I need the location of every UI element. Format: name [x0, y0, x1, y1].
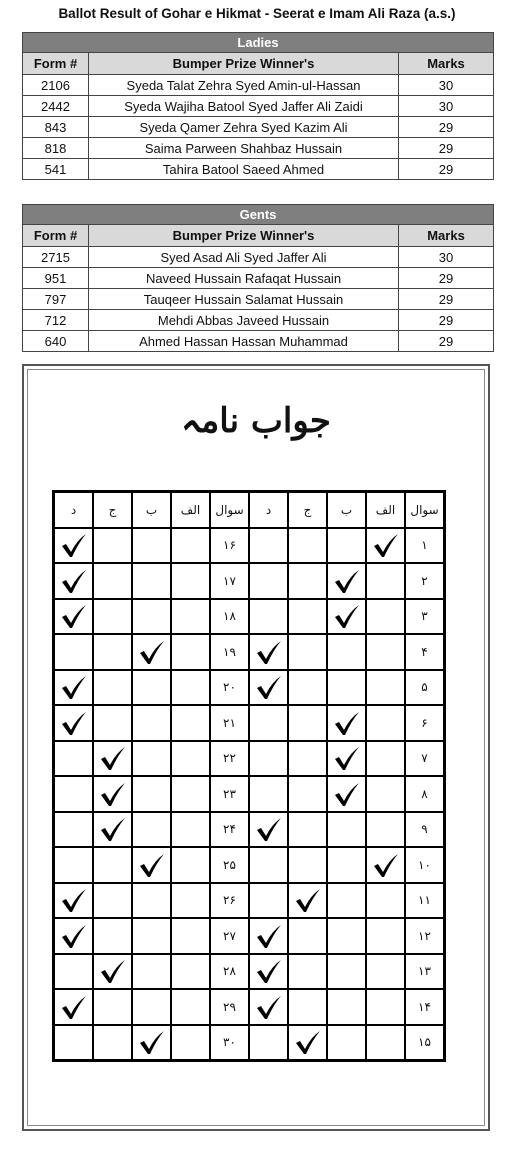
answer-option-cell [132, 812, 171, 848]
answer-option-cell [366, 705, 405, 741]
answer-option-cell [327, 918, 366, 954]
answer-option-cell [93, 954, 132, 990]
checkmark-icon [99, 816, 127, 842]
answer-option-cell [132, 847, 171, 883]
answer-option-cell [93, 1025, 132, 1061]
answer-grid-header-cell: ج [288, 492, 327, 528]
answer-option-cell [132, 599, 171, 635]
answer-option-cell [132, 954, 171, 990]
answer-grid-row [54, 563, 445, 599]
answer-option-cell [171, 563, 210, 599]
answer-grid-header-cell: سوال [405, 492, 445, 528]
answer-option-cell [171, 599, 210, 635]
checkmark-icon [294, 887, 322, 913]
answer-option-cell [132, 705, 171, 741]
answer-option-cell [288, 599, 327, 635]
question-number-cell: ۱۷ [210, 563, 249, 599]
answer-option-cell [327, 670, 366, 706]
answer-grid-row [54, 741, 445, 777]
answer-option-cell [54, 847, 94, 883]
answer-option-cell [288, 776, 327, 812]
answer-grid-header-row [54, 492, 445, 528]
winner-row [23, 75, 494, 96]
answer-option-cell [171, 776, 210, 812]
question-number-cell: ۲۸ [210, 954, 249, 990]
question-number-cell: ۱۵ [405, 1025, 445, 1061]
question-number-cell: ۲۶ [210, 883, 249, 919]
answer-grid-row [54, 634, 445, 670]
marks-cell: 29 [399, 268, 494, 289]
answer-option-cell [366, 847, 405, 883]
answer-option-cell [288, 954, 327, 990]
question-number-cell: ۱۹ [210, 634, 249, 670]
winner-row [23, 247, 494, 268]
answer-option-cell [93, 528, 132, 564]
answer-option-cell [288, 1025, 327, 1061]
checkmark-icon [333, 745, 361, 771]
answer-option-cell [132, 918, 171, 954]
answer-option-cell [54, 741, 94, 777]
answer-option-cell [327, 563, 366, 599]
answer-grid-header-cell: د [249, 492, 288, 528]
answer-option-cell [249, 1025, 288, 1061]
answer-option-cell [327, 634, 366, 670]
checkmark-icon [60, 994, 88, 1020]
marks-cell: 29 [399, 310, 494, 331]
answer-grid-row [54, 883, 445, 919]
winner-name-cell: Naveed Hussain Rafaqat Hussain [89, 268, 399, 289]
answer-option-cell [54, 954, 94, 990]
answer-option-cell [54, 528, 94, 564]
form-number-cell: 640 [23, 331, 89, 352]
answer-option-cell [249, 883, 288, 919]
answer-option-cell [249, 918, 288, 954]
question-number-cell: ۱۳ [405, 954, 445, 990]
form-number-cell: 797 [23, 289, 89, 310]
answer-option-cell [327, 847, 366, 883]
answer-option-cell [171, 954, 210, 990]
question-number-cell: ۲۹ [210, 989, 249, 1025]
marks-cell: 30 [399, 96, 494, 117]
form-number-cell: 951 [23, 268, 89, 289]
answer-option-cell [366, 528, 405, 564]
answer-option-cell [93, 670, 132, 706]
answer-option-cell [327, 954, 366, 990]
marks-cell: 30 [399, 75, 494, 96]
answer-grid-row [54, 528, 445, 564]
answer-grid-row [54, 989, 445, 1025]
answer-sheet-title: جواب نامہ [181, 401, 331, 441]
answer-option-cell [366, 563, 405, 599]
col-marks: Marks [399, 225, 494, 247]
question-number-cell: ۲۲ [210, 741, 249, 777]
answer-option-cell [54, 812, 94, 848]
question-number-cell: ۳ [405, 599, 445, 635]
question-number-cell: ۷ [405, 741, 445, 777]
question-number-cell: ۲۵ [210, 847, 249, 883]
marks-cell: 29 [399, 159, 494, 180]
form-number-cell: 2106 [23, 75, 89, 96]
form-number-cell: 712 [23, 310, 89, 331]
winner-row [23, 310, 494, 331]
answer-option-cell [132, 670, 171, 706]
winner-name-cell: Syed Asad Ali Syed Jaffer Ali [89, 247, 399, 268]
ladies-heading: Ladies [23, 33, 494, 53]
answer-option-cell [132, 989, 171, 1025]
question-number-cell: ۲ [405, 563, 445, 599]
col-winner-name: Bumper Prize Winner's [89, 53, 399, 75]
checkmark-icon [138, 1029, 166, 1055]
answer-grid-row [54, 812, 445, 848]
col-form-number: Form # [23, 225, 89, 247]
answer-grid [52, 490, 446, 1062]
answer-grid-row [54, 918, 445, 954]
answer-option-cell [171, 918, 210, 954]
answer-option-cell [288, 528, 327, 564]
answer-option-cell [327, 705, 366, 741]
question-number-cell: ۲۳ [210, 776, 249, 812]
answer-option-cell [93, 563, 132, 599]
checkmark-icon [60, 923, 88, 949]
answer-option-cell [54, 918, 94, 954]
answer-option-cell [327, 599, 366, 635]
form-number-cell: 818 [23, 138, 89, 159]
col-marks: Marks [399, 53, 494, 75]
answer-sheet [22, 364, 490, 1131]
winner-name-cell: Syeda Qamer Zehra Syed Kazim Ali [89, 117, 399, 138]
answer-option-cell [132, 563, 171, 599]
answer-option-cell [93, 634, 132, 670]
answer-option-cell [249, 563, 288, 599]
answer-option-cell [171, 1025, 210, 1061]
winner-row [23, 159, 494, 180]
answer-option-cell [93, 741, 132, 777]
marks-cell: 29 [399, 117, 494, 138]
answer-option-cell [327, 883, 366, 919]
form-number-cell: 2715 [23, 247, 89, 268]
answer-option-cell [366, 989, 405, 1025]
answer-option-cell [288, 812, 327, 848]
answer-option-cell [54, 563, 94, 599]
checkmark-icon [255, 639, 283, 665]
answer-option-cell [327, 989, 366, 1025]
answer-option-cell [327, 776, 366, 812]
question-number-cell: ۱۴ [405, 989, 445, 1025]
question-number-cell: ۲۱ [210, 705, 249, 741]
answer-option-cell [54, 989, 94, 1025]
answer-option-cell [249, 989, 288, 1025]
answer-option-cell [327, 528, 366, 564]
answer-option-cell [54, 634, 94, 670]
answer-option-cell [132, 883, 171, 919]
answer-option-cell [54, 705, 94, 741]
question-number-cell: ۶ [405, 705, 445, 741]
winner-row [23, 289, 494, 310]
answer-option-cell [366, 741, 405, 777]
answer-option-cell [249, 705, 288, 741]
answer-option-cell [327, 812, 366, 848]
answer-option-cell [171, 812, 210, 848]
winner-row [23, 331, 494, 352]
checkmark-icon [60, 532, 88, 558]
answer-option-cell [171, 670, 210, 706]
answer-option-cell [171, 634, 210, 670]
answer-option-cell [54, 670, 94, 706]
answer-grid-row [54, 599, 445, 635]
answer-grid-header-cell: د [54, 492, 94, 528]
answer-option-cell [171, 883, 210, 919]
checkmark-icon [372, 852, 400, 878]
checkmark-icon [333, 568, 361, 594]
marks-cell: 30 [399, 247, 494, 268]
checkmark-icon [60, 674, 88, 700]
answer-option-cell [171, 528, 210, 564]
question-number-cell: ۱۶ [210, 528, 249, 564]
checkmark-icon [255, 923, 283, 949]
checkmark-icon [255, 816, 283, 842]
marks-cell: 29 [399, 331, 494, 352]
answer-option-cell [93, 705, 132, 741]
checkmark-icon [99, 958, 127, 984]
answer-option-cell [93, 812, 132, 848]
answer-option-cell [93, 918, 132, 954]
answer-option-cell [366, 918, 405, 954]
answer-option-cell [93, 847, 132, 883]
answer-grid-header-cell: ب [327, 492, 366, 528]
form-number-cell: 541 [23, 159, 89, 180]
form-number-cell: 2442 [23, 96, 89, 117]
checkmark-icon [60, 603, 88, 629]
checkmark-icon [333, 710, 361, 736]
question-number-cell: ۲۰ [210, 670, 249, 706]
checkmark-icon [255, 958, 283, 984]
answer-option-cell [327, 741, 366, 777]
winner-name-cell: Saima Parween Shahbaz Hussain [89, 138, 399, 159]
answer-option-cell [249, 776, 288, 812]
answer-option-cell [249, 528, 288, 564]
answer-grid-row [54, 1025, 445, 1061]
winner-row [23, 117, 494, 138]
checkmark-icon [60, 568, 88, 594]
answer-option-cell [132, 741, 171, 777]
winner-name-cell: Ahmed Hassan Hassan Muhammad [89, 331, 399, 352]
question-number-cell: ۱۸ [210, 599, 249, 635]
winner-name-cell: Tauqeer Hussain Salamat Hussain [89, 289, 399, 310]
winner-row [23, 268, 494, 289]
answer-option-cell [366, 883, 405, 919]
answer-option-cell [132, 1025, 171, 1061]
answer-option-cell [93, 599, 132, 635]
answer-option-cell [171, 705, 210, 741]
answer-option-cell [288, 847, 327, 883]
answer-option-cell [132, 528, 171, 564]
answer-option-cell [288, 918, 327, 954]
marks-cell: 29 [399, 289, 494, 310]
answer-option-cell [249, 599, 288, 635]
answer-option-cell [288, 989, 327, 1025]
question-number-cell: ۲۷ [210, 918, 249, 954]
checkmark-icon [255, 674, 283, 700]
checkmark-icon [60, 887, 88, 913]
answer-option-cell [249, 634, 288, 670]
answer-grid-row [54, 776, 445, 812]
checkmark-icon [60, 710, 88, 736]
answer-option-cell [366, 634, 405, 670]
answer-option-cell [54, 1025, 94, 1061]
answer-option-cell [93, 989, 132, 1025]
marks-cell: 29 [399, 138, 494, 159]
answer-option-cell [132, 634, 171, 670]
winner-name-cell: Tahira Batool Saeed Ahmed [89, 159, 399, 180]
answer-grid-row [54, 954, 445, 990]
winner-row [23, 138, 494, 159]
ladies-result-table [22, 32, 494, 180]
answer-option-cell [171, 741, 210, 777]
question-number-cell: ۳۰ [210, 1025, 249, 1061]
checkmark-icon [255, 994, 283, 1020]
question-number-cell: ۴ [405, 634, 445, 670]
page-title: Ballot Result of Gohar e Hikmat - Seerat e Imam Ali Raza (a.s.) [58, 6, 456, 21]
checkmark-icon [138, 639, 166, 665]
answer-option-cell [288, 634, 327, 670]
answer-option-cell [366, 812, 405, 848]
checkmark-icon [294, 1029, 322, 1055]
answer-option-cell [288, 741, 327, 777]
winner-name-cell: Syeda Wajiha Batool Syed Jaffer Ali Zaidi [89, 96, 399, 117]
checkmark-icon [99, 745, 127, 771]
answer-option-cell [366, 670, 405, 706]
answer-option-cell [54, 776, 94, 812]
question-number-cell: ۲۴ [210, 812, 249, 848]
answer-option-cell [93, 776, 132, 812]
answer-option-cell [54, 599, 94, 635]
answer-option-cell [171, 847, 210, 883]
answer-option-cell [54, 883, 94, 919]
col-form-number: Form # [23, 53, 89, 75]
answer-option-cell [132, 776, 171, 812]
question-number-cell: ۸ [405, 776, 445, 812]
checkmark-icon [99, 781, 127, 807]
question-number-cell: ۵ [405, 670, 445, 706]
col-winner-name: Bumper Prize Winner's [89, 225, 399, 247]
answer-option-cell [93, 883, 132, 919]
answer-grid-header-cell: ج [93, 492, 132, 528]
form-number-cell: 843 [23, 117, 89, 138]
question-number-cell: ۹ [405, 812, 445, 848]
answer-option-cell [249, 670, 288, 706]
answer-grid-header-cell: الف [171, 492, 210, 528]
question-number-cell: ۱۰ [405, 847, 445, 883]
checkmark-icon [333, 603, 361, 629]
checkmark-icon [372, 532, 400, 558]
answer-option-cell [366, 599, 405, 635]
winner-name-cell: Mehdi Abbas Javeed Hussain [89, 310, 399, 331]
question-number-cell: ۱ [405, 528, 445, 564]
question-number-cell: ۱۲ [405, 918, 445, 954]
answer-option-cell [249, 847, 288, 883]
answer-grid-row [54, 847, 445, 883]
answer-grid-header-cell: ب [132, 492, 171, 528]
answer-option-cell [249, 812, 288, 848]
gents-heading: Gents [23, 205, 494, 225]
answer-option-cell [288, 670, 327, 706]
winner-row [23, 96, 494, 117]
answer-option-cell [366, 954, 405, 990]
answer-option-cell [366, 776, 405, 812]
answer-option-cell [327, 1025, 366, 1061]
checkmark-icon [138, 852, 166, 878]
answer-option-cell [249, 954, 288, 990]
answer-option-cell [288, 705, 327, 741]
answer-grid-header-cell: الف [366, 492, 405, 528]
checkmark-icon [333, 781, 361, 807]
answer-option-cell [171, 989, 210, 1025]
answer-option-cell [249, 741, 288, 777]
answer-option-cell [288, 883, 327, 919]
gents-result-table [22, 204, 494, 352]
answer-grid-row [54, 670, 445, 706]
winner-name-cell: Syeda Talat Zehra Syed Amin-ul-Hassan [89, 75, 399, 96]
answer-grid-row [54, 705, 445, 741]
answer-grid-header-cell: سوال [210, 492, 249, 528]
answer-option-cell [366, 1025, 405, 1061]
answer-sheet-inner-border [27, 369, 485, 1126]
answer-option-cell [288, 563, 327, 599]
question-number-cell: ۱۱ [405, 883, 445, 919]
